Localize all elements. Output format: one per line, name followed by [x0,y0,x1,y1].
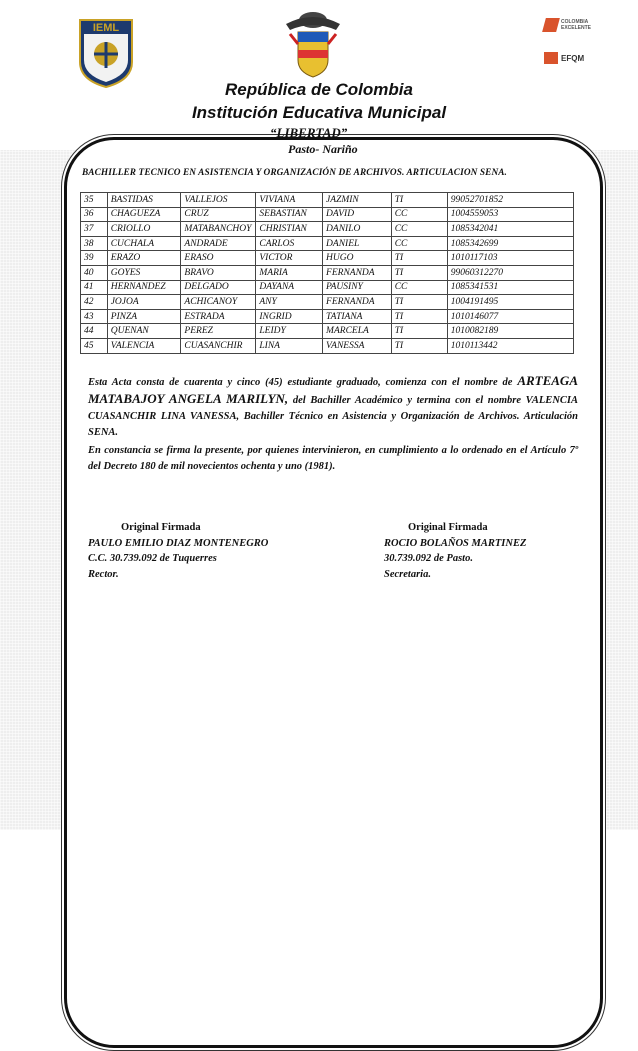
table-cell: JAZMIN [323,193,392,208]
table-cell: DAVID [323,207,392,222]
table-cell: FERNANDA [323,265,392,280]
document-title: BACHILLER TECNICO EN ASISTENCIA Y ORGANIZACIÓN DE ARCHIVOS. ARTICULACION SENA. [82,168,507,178]
table-cell: 38 [81,236,108,251]
table-cell: PAUSINY [323,280,392,295]
table-cell: 99060312270 [447,265,573,280]
table-cell: TI [391,193,447,208]
signature-secretaria [384,520,526,582]
table-cell: MARIA [256,265,323,280]
header-country: República de Colombia [225,80,413,99]
table-cell: 1085342699 [447,236,573,251]
table-cell: CC [391,207,447,222]
acta-paragraph-start: Esta Acta consta de cuarenta y cinco (45) estudiante graduado, comienza con el nombre de [88,377,518,388]
table-cell: TI [391,324,447,339]
table-cell: 1085341531 [447,280,573,295]
table-cell: DELGADO [181,280,256,295]
acta-first-student: ARTEAGA MATABAJOY ANGELA MARILYN, [88,373,578,406]
table-cell: INGRID [256,309,323,324]
table-row [81,280,574,295]
table-cell: ESTRADA [181,309,256,324]
signature-name: PAULO EMILIO DIAZ MONTENEGRO [88,537,269,549]
table-cell: PEREZ [181,324,256,339]
table-cell: VALLEJOS [181,193,256,208]
efqm-icon [544,52,558,64]
table-cell: VALENCIA [107,338,181,353]
table-cell: VANESSA [323,338,392,353]
table-cell: SEBASTIAN [256,207,323,222]
table-cell: QUENAN [107,324,181,339]
table-cell: 42 [81,295,108,310]
table-cell: VIVIANA [256,193,323,208]
table-cell: GOYES [107,265,181,280]
table-cell: CC [391,236,447,251]
constancia-paragraph: En constancia se firma la presente, por quienes intervinieron, en cumplimiento a lo ordenado en el Artículo 7º del Decreto 180 de mil novecientos ochenta y uno (1981). [88,445,578,472]
table-cell: DAYANA [256,280,323,295]
table-cell: 99052701852 [447,193,573,208]
table-cell: 1004191495 [447,295,573,310]
table-row [81,251,574,266]
table-row [81,207,574,222]
table-cell: 1010146077 [447,309,573,324]
table-cell: 1004559053 [447,207,573,222]
table-cell: 1010082189 [447,324,573,339]
signature-role: Secretaria. [384,568,431,580]
table-row [81,338,574,353]
colombia-excelente-label: COLOMBIA EXCELENTE [561,19,592,31]
table-cell: ERASO [181,251,256,266]
efqm-label: EFQM [561,53,585,63]
table-cell: DANILO [323,222,392,237]
table-cell: CHAGUEZA [107,207,181,222]
table-cell: HUGO [323,251,392,266]
signature-name: ROCIO BOLAÑOS MARTINEZ [384,537,527,549]
acta-paragraph [88,373,578,441]
table-cell: ERAZO [107,251,181,266]
table-cell: DANIEL [323,236,392,251]
table-row [81,193,574,208]
table-cell: FERNANDA [323,295,392,310]
table-cell: ANDRADE [181,236,256,251]
table-cell: 39 [81,251,108,266]
table-cell: CARLOS [256,236,323,251]
table-cell: TI [391,265,447,280]
table-cell: MARCELA [323,324,392,339]
colombia-coat-of-arms [282,10,344,80]
table-cell: LINA [256,338,323,353]
acta-paragraph-end: del Bachiller Académico y termina con el nombre VALENCIA CUASANCHIR LINA VANESSA, Bachiller Técnico en Asistencia y Organización de Archivos. Articulación SENA. [88,395,578,438]
header-institution: Institución Educativa Municipal [191,103,447,122]
table-cell: 44 [81,324,108,339]
header-school-name: “LIBERTAD” [270,125,348,140]
students-table [80,192,574,354]
table-cell: CHRISTIAN [256,222,323,237]
table-cell: HERNANDEZ [107,280,181,295]
table-cell: 37 [81,222,108,237]
table-cell: LEIDY [256,324,323,339]
table-cell: PINZA [107,309,181,324]
table-cell: CC [391,280,447,295]
table-row [81,309,574,324]
table-cell: TI [391,338,447,353]
table-cell: ACHICANOY [181,295,256,310]
table-cell: CRUZ [181,207,256,222]
table-cell: CC [391,222,447,237]
table-cell: CRIOLLO [107,222,181,237]
table-cell: 1010117103 [447,251,573,266]
signature-role: Rector. [88,568,119,580]
colombia-excelente-icon [542,18,560,32]
signature-id: 30.739.092 de Pasto. [384,553,473,564]
table-cell: MATABANCHOY [181,222,256,237]
table-cell: 41 [81,280,108,295]
table-cell: 45 [81,338,108,353]
table-cell: TI [391,251,447,266]
table-cell: CUCHALA [107,236,181,251]
header-city: Pasto- Nariño [288,142,358,156]
signature-heading: Original Firmada [121,522,201,533]
table-cell: 35 [81,193,108,208]
table-cell: 1010113442 [447,338,573,353]
ieml-logo-text: IEML [92,22,120,34]
table-row [81,295,574,310]
ieml-shield-logo [76,12,136,88]
table-row [81,222,574,237]
table-cell: BASTIDAS [107,193,181,208]
table-cell: TI [391,309,447,324]
signature-rector [88,520,268,582]
signature-heading: Original Firmada [408,522,488,533]
table-cell: ANY [256,295,323,310]
table-cell: VICTOR [256,251,323,266]
table-row [81,265,574,280]
table-cell: TATIANA [323,309,392,324]
table-cell: 40 [81,265,108,280]
table-cell: 36 [81,207,108,222]
table-cell: 1085342041 [447,222,573,237]
table-cell: CUASANCHIR [181,338,256,353]
quality-logos [544,18,604,64]
signature-id: C.C. 30.739.092 de Tuquerres [88,553,217,564]
table-cell: JOJOA [107,295,181,310]
table-cell: TI [391,295,447,310]
table-row [81,324,574,339]
table-row [81,236,574,251]
table-cell: BRAVO [181,265,256,280]
table-cell: 43 [81,309,108,324]
